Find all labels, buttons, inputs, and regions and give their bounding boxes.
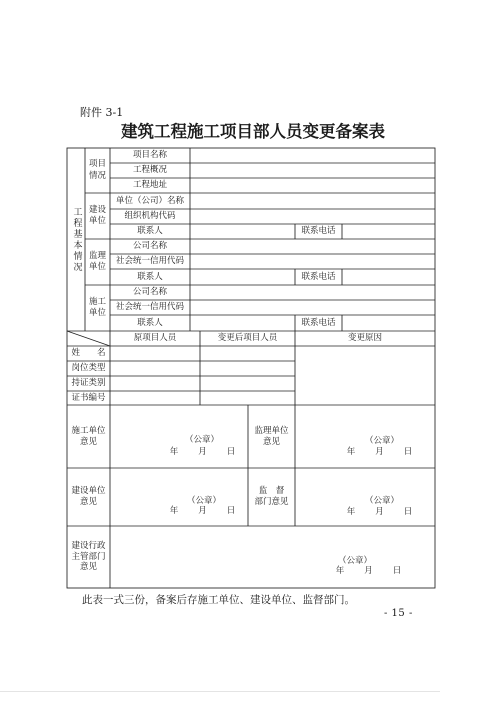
group-label-supervisor-text: 监理单位	[88, 250, 106, 272]
opinion-label-line: 意见	[79, 436, 97, 447]
group-label-project	[85, 148, 110, 193]
page-number: - 15 -	[384, 608, 413, 619]
supervisor-date-text: 年 月 日	[346, 447, 414, 457]
supervisor-contact-value	[190, 269, 295, 285]
original-name-value	[110, 346, 200, 361]
project-name-value	[190, 148, 435, 163]
owner-contact-value	[190, 224, 295, 239]
column-header-new-personnel: 变更后项目人员	[217, 333, 278, 344]
owner-org-code-value	[190, 209, 435, 224]
original-position-value	[110, 361, 200, 376]
original-certificate-type-value	[110, 376, 200, 391]
contractor-credit-code-value	[190, 300, 435, 315]
field-label-supervisor-phone: 联系电话	[301, 271, 336, 282]
opinion-label-line: 监 督	[258, 486, 285, 497]
project-address-value	[190, 178, 435, 193]
group-label-project-text: 项目情况	[88, 159, 106, 181]
contractor-seal-text: （公章）	[184, 435, 219, 445]
opinion-label-line: 主管部门	[71, 551, 106, 562]
opinion-label-line: 施工单位	[71, 425, 106, 436]
supervision-dept-date-text: 年 月 日	[346, 507, 414, 517]
opinion-label-supervisor	[248, 405, 295, 468]
opinion-label-line: 部门意见	[254, 497, 289, 507]
owner-phone-value	[342, 224, 435, 239]
owner-company-value	[190, 193, 435, 209]
field-label-contractor-contact: 联系人	[137, 317, 163, 328]
supervisor-credit-code-value	[190, 254, 435, 269]
new-position-value	[200, 361, 295, 376]
opinion-label-owner	[67, 468, 110, 526]
supervisor-company-value	[190, 239, 435, 254]
field-label-owner-company: 单位（公司）名称	[115, 195, 184, 206]
opinion-label-line: 意见	[79, 562, 97, 573]
opinion-label-admin-dept	[67, 526, 110, 588]
original-certificate-number-value	[110, 391, 200, 405]
field-label-contractor-company: 公司名称	[132, 287, 167, 298]
change-reason-value	[295, 346, 435, 405]
group-label-owner	[85, 193, 110, 239]
supervision-dept-seal-text: （公章）	[364, 496, 399, 506]
row-label-position-type: 岗位类型	[71, 363, 106, 374]
opinion-label-line: 意见	[262, 436, 280, 447]
column-header-original-personnel: 原项目人员	[133, 333, 177, 344]
row-label-name: 姓 名	[71, 348, 106, 359]
opinion-label-supervision-dept	[248, 468, 295, 526]
field-label-owner-org-code: 组织机构代码	[124, 211, 176, 222]
opinion-label-line: 建设行政	[71, 541, 106, 552]
contractor-phone-value	[342, 315, 435, 331]
new-certificate-type-value	[200, 376, 295, 391]
admin-dept-date-text: 年 月 日	[335, 566, 403, 576]
row-label-certificate-number: 证书编号	[71, 392, 106, 403]
section-label-basic-info	[67, 148, 85, 331]
field-label-supervisor-company: 公司名称	[132, 241, 167, 252]
attachment-label: 附件 3-1	[80, 106, 124, 119]
field-label-owner-phone: 联系电话	[301, 226, 336, 237]
field-label-contractor-credit-code: 社会统一信用代码	[115, 302, 184, 313]
new-certificate-number-value	[200, 391, 295, 405]
contractor-contact-value	[190, 315, 295, 331]
opinion-label-line: 意见	[79, 497, 97, 507]
row-label-certificate-type: 持证类别	[71, 378, 106, 389]
group-label-owner-text: 建设单位	[88, 204, 106, 226]
contractor-date-text: 年 月 日	[169, 447, 237, 457]
field-label-contractor-phone: 联系电话	[301, 317, 336, 328]
form-title: 建筑工程施工项目部人员变更备案表	[121, 122, 385, 141]
new-name-value	[200, 346, 295, 361]
opinion-label-line: 建设单位	[71, 486, 106, 497]
group-label-supervisor	[85, 239, 110, 285]
group-label-contractor	[85, 285, 110, 331]
field-label-owner-contact: 联系人	[137, 226, 163, 237]
contractor-company-value	[190, 285, 435, 300]
supervisor-phone-value	[342, 269, 435, 285]
project-overview-value	[190, 163, 435, 178]
footer-note: 此表一式三份，备案后存施工单位、建设单位、监督部门。	[82, 594, 355, 606]
group-label-contractor-text: 施工单位	[88, 296, 106, 318]
field-label-supervisor-contact: 联系人	[137, 271, 163, 282]
owner-seal-text: （公章）	[186, 496, 221, 506]
field-label-supervisor-credit-code: 社会统一信用代码	[115, 256, 184, 267]
admin-dept-seal-text: （公章）	[337, 556, 372, 566]
column-header-change-reason: 变更原因	[347, 333, 382, 344]
field-label-project-address: 工程地址	[132, 180, 167, 191]
opinion-label-contractor	[67, 405, 110, 468]
personnel-corner-cell	[67, 331, 110, 346]
supervisor-seal-text: （公章）	[364, 436, 399, 446]
owner-date-text: 年 月 日	[169, 506, 237, 516]
section-label-text: 工程基本情况	[71, 206, 82, 273]
opinion-label-line: 监理单位	[254, 425, 289, 436]
field-label-project-name: 项目名称	[132, 150, 167, 161]
scan-edge-line	[0, 691, 440, 692]
field-label-project-overview: 工程概况	[132, 165, 167, 176]
